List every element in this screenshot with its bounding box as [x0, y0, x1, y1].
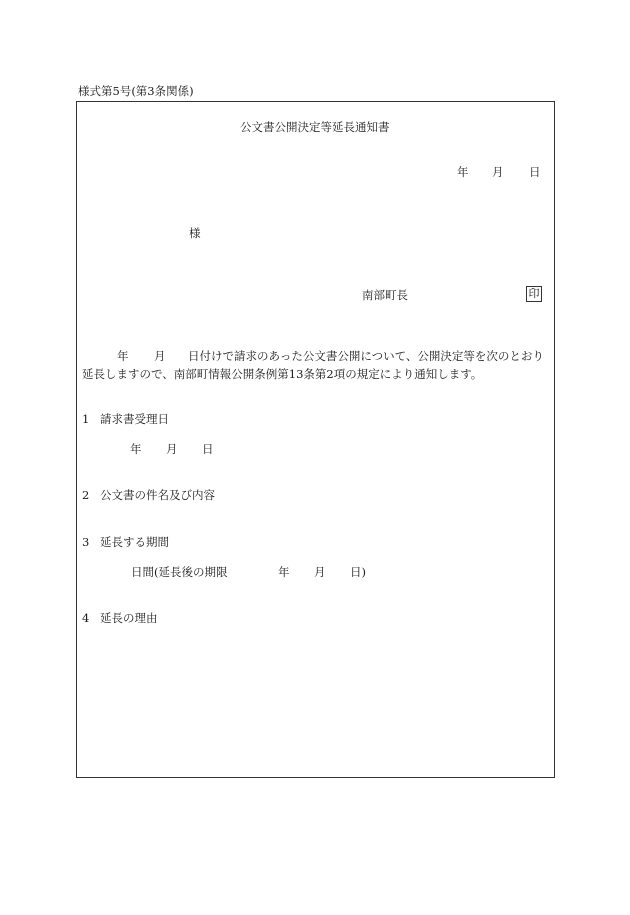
- date-month-label: 月: [492, 165, 504, 179]
- section-1-day-label: 日: [202, 442, 214, 456]
- section-3-year-label: 年: [278, 565, 290, 579]
- section-3-day-label: 日): [350, 565, 366, 579]
- section-3-number: 3: [82, 535, 90, 549]
- body-month-label: 月: [154, 349, 166, 363]
- section-2-number: 2: [82, 488, 90, 502]
- section-4-title: 延長の理由: [100, 611, 158, 625]
- section-3-period-prefix: 日間(延長後の期限: [131, 565, 228, 579]
- section-1-month-label: 月: [166, 442, 178, 456]
- date-year-label: 年: [457, 165, 469, 179]
- section-4-number: 4: [82, 611, 90, 625]
- form-number-label: 様式第5号(第3条関係): [78, 84, 194, 98]
- section-3-title: 延長する期間: [100, 535, 169, 549]
- section-3-month-label: 月: [314, 565, 326, 579]
- document-title: 公文書公開決定等延長通知書: [240, 120, 390, 134]
- sender-title: 南部町長: [362, 288, 408, 302]
- body-text-line-1: 日付けで請求のあった公文書公開について、公開決定等を次のとおり: [188, 349, 544, 363]
- body-text-line-2: 延長しますので、南部町情報公開条例第13条第2項の規定により通知します。: [82, 367, 483, 381]
- seal-stamp-mark: 印: [526, 286, 542, 302]
- date-day-label: 日: [529, 165, 541, 179]
- section-1-number: 1: [82, 412, 90, 426]
- section-1-year-label: 年: [130, 442, 142, 456]
- section-2-title: 公文書の件名及び内容: [100, 488, 215, 502]
- body-year-label: 年: [117, 349, 129, 363]
- addressee-honorific: 様: [189, 226, 201, 240]
- section-1-title: 請求書受理日: [100, 412, 169, 426]
- form-frame: [76, 101, 555, 778]
